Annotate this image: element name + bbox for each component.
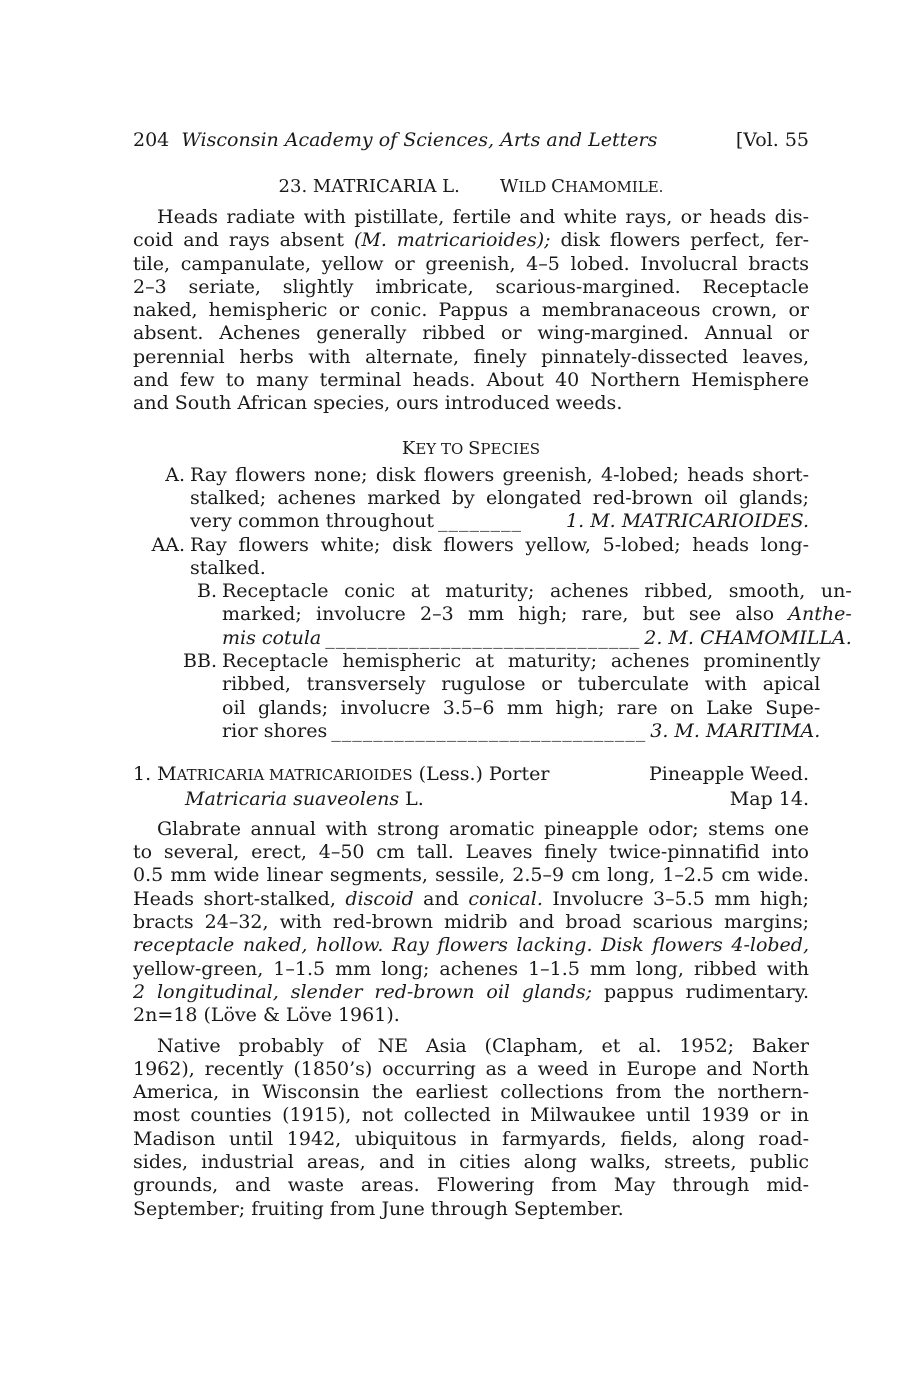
key-label: AA. [151, 533, 185, 556]
key-couplet-b: B. Receptacle conic at maturity; achenes ribbed, smooth, un- marked; involucre 2–3 mm high; rare, but see also Anthe- mis cotula ______________________________ 2. M. CHAMOMILLA. [133, 580, 809, 650]
key-label: BB. [183, 650, 217, 673]
species-key [133, 463, 852, 744]
intro-line: perennial herbs with alternate, finely pinnately-dissected leaves, [133, 345, 809, 368]
species-entry [133, 763, 809, 1221]
key-result-1: 1. M. MATRICARIOIDES. [566, 510, 809, 533]
intro-line: coid and rays absent (M. matricarioides); disk flowers perfect, fer- [133, 229, 809, 252]
map-reference: Map 14. [729, 787, 809, 810]
key-result-2: 2. M. CHAMOMILLA. [644, 626, 852, 649]
intro-line: Heads radiate with pistillate, fertile and white rays, or heads dis- [157, 206, 809, 228]
intro-line: and few to many terminal heads. About 40 Northern Hemisphere [133, 369, 809, 392]
intro-line: 2–3 seriate, slightly imbricate, scarious-margined. Receptacle [133, 275, 809, 298]
volume-label: [Vol. 55 [735, 129, 809, 151]
species-synonym: Matricaria suaveolens L. Map 14. [185, 787, 809, 810]
genus-common-name: WILD CHAMOMILE. [499, 176, 664, 197]
genus-name: 23. MATRICARIA L. [278, 176, 460, 197]
species-heading: 1. MATRICARIA MATRICARIOIDES (Less.) Porter Pineapple Weed. [133, 763, 809, 787]
intro-line: naked, hemispheric or conic. Pappus a membranaceous crown, or [133, 299, 809, 322]
page [133, 128, 852, 1221]
intro-line: absent. Achenes generally ribbed or wing-margined. Annual or [133, 322, 809, 345]
key-couplet-aa: AA. Ray flowers white; disk flowers yellow, 5-lobed; heads long- stalked. [133, 534, 809, 581]
running-header [133, 128, 809, 152]
species-common-name: Pineapple Weed. [648, 763, 809, 786]
species-distribution: Native probably of NE Asia (Clapham, et al. 1952; Baker 1962), recently (1850’s) occurring as a weed in Europe and North America, in Wisconsin the earliest collections from the northern- most counties (1915), not collected in Milwaukee until 1939 or in Madison until 1942, ubiquitous in farmyards, fields, along road- sides, industrial areas, and in cities along walks, streets, public grounds, and waste areas. Flowering from May through mid- September; fruiting from June through September. [133, 1034, 809, 1220]
genus-heading [133, 175, 809, 199]
key-couplet-a: A. Ray flowers none; disk flowers greenish, 4-lobed; heads short- stalked; achenes marked by elongated red-brown oil glands; very common throughout ________ 1. M. MATRICARIOIDES. [133, 464, 809, 534]
key-couplet-bb: BB. Receptacle hemispheric at maturity; achenes prominently ribbed, transversely rugulose or tuberculate with apical oil glands; involucre 3.5–6 mm high; rare on Lake Supe- rior shores ______________________________ 3. M. MARITIMA. [133, 650, 809, 743]
key-heading: KEY TO SPECIES [401, 437, 541, 459]
intro-line: and South African species, ours introduced weeds. [133, 392, 623, 415]
species-description: Glabrate annual with strong aromatic pineapple odor; stems one to several, erect, 4–50 cm tall. Leaves finely twice-pinnatifid into 0.5 mm wide linear segments, sessile, 2.5–9 cm long, 1–2.5 cm wide. Heads short-stalked, discoid and conical. Involucre 3–5.5 mm high; bracts 24–32, with red-brown midrib and broad scarious margins; receptacle naked, hollow. Ray flowers lacking. Disk flowers 4-lobed, yellow-green, 1–1.5 mm long; achenes 1–1.5 mm long, ribbed with 2 longitudinal, slender red-brown oil glands; pappus rudimentary. 2n=18 (Löve & Löve 1961). [133, 817, 810, 1027]
intro-line: tile, campanulate, yellow or greenish, 4–5 lobed. Involucral bracts [133, 252, 809, 275]
key-label: A. [165, 463, 185, 486]
page-number: 204 Wisconsin Academy of Sciences, Arts and Letters [133, 129, 658, 151]
key-label: B. [196, 580, 217, 603]
key-result-3: 3. M. MARITIMA. [650, 719, 821, 742]
journal-title: Wisconsin Academy of Sciences, Arts and Letters [181, 129, 658, 151]
genus-description [133, 206, 809, 416]
